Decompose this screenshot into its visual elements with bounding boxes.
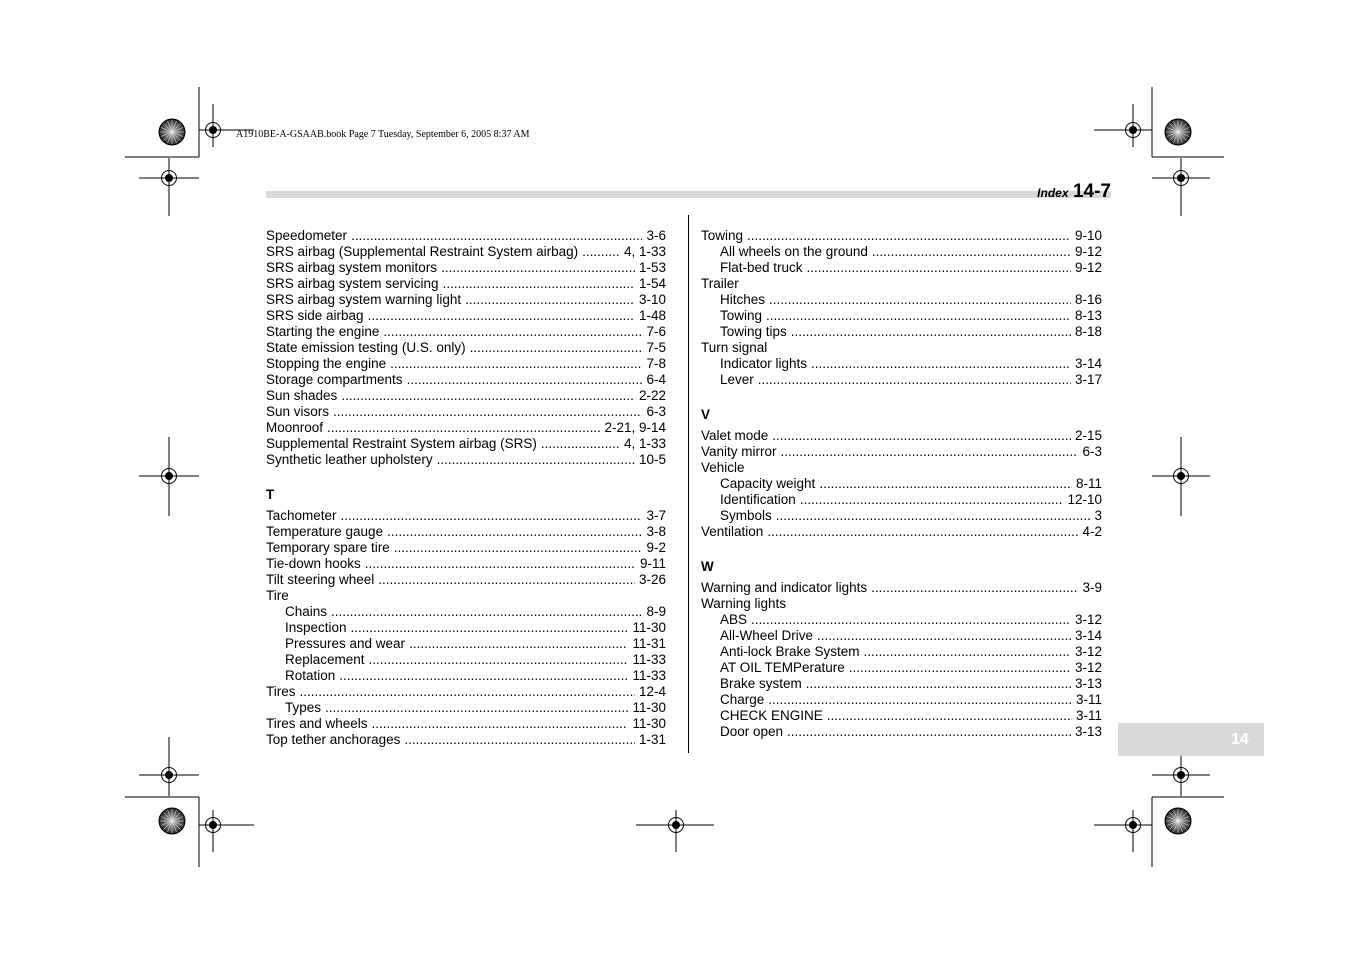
dot-leader bbox=[582, 244, 620, 260]
dot-leader bbox=[465, 292, 635, 308]
dot-leader bbox=[351, 228, 642, 244]
index-term: Tilt steering wheel bbox=[266, 572, 375, 587]
spacer bbox=[701, 388, 1102, 407]
index-subentry bbox=[701, 708, 1102, 724]
page-reference: 3-12 bbox=[1074, 612, 1102, 627]
index-term: Flat-bed truck bbox=[720, 260, 803, 275]
index-subentry bbox=[266, 604, 666, 620]
chapter-tab-number: 14 bbox=[1231, 731, 1249, 748]
page-reference: 1-53 bbox=[638, 260, 666, 275]
page-reference: 11-30 bbox=[632, 700, 666, 715]
index-term: All wheels on the ground bbox=[720, 244, 868, 259]
index-entry bbox=[266, 244, 666, 260]
dot-leader bbox=[769, 292, 1071, 308]
page-reference: 3-17 bbox=[1074, 372, 1102, 387]
index-term: Tires bbox=[266, 684, 296, 699]
dot-leader bbox=[333, 404, 642, 420]
index-entry bbox=[701, 428, 1102, 444]
page-reference: 11-33 bbox=[632, 668, 666, 683]
dot-leader bbox=[443, 276, 635, 292]
index-subentry bbox=[701, 476, 1102, 492]
page-reference: 3-14 bbox=[1074, 628, 1102, 643]
index-term: Synthetic leather upholstery bbox=[266, 452, 433, 467]
dot-leader bbox=[368, 308, 635, 324]
page-reference: 1-48 bbox=[638, 308, 666, 323]
index-entry bbox=[266, 372, 666, 388]
index-entry bbox=[266, 404, 666, 420]
index-term: Trailer bbox=[701, 276, 739, 291]
index-entry bbox=[266, 260, 666, 276]
index-term: Moonroof bbox=[266, 420, 324, 435]
index-term: SRS airbag (Supplemental Restraint System airbag) bbox=[266, 244, 579, 259]
index-term: Supplemental Restraint System airbag (SRS) bbox=[266, 436, 537, 451]
dot-leader bbox=[404, 732, 635, 748]
page-reference: 4-2 bbox=[1082, 524, 1102, 539]
index-term: Tire bbox=[266, 588, 289, 603]
page-reference: 3-10 bbox=[638, 292, 666, 307]
index-term: Warning lights bbox=[701, 596, 787, 611]
page-reference: 4, 1-33 bbox=[623, 436, 666, 451]
dot-leader bbox=[387, 524, 642, 540]
index-group-label bbox=[701, 460, 1102, 476]
page-reference: 4, 1-33 bbox=[623, 244, 666, 259]
index-entry bbox=[266, 716, 666, 732]
index-term: Anti-lock Brake System bbox=[720, 644, 860, 659]
index-subentry bbox=[701, 508, 1102, 524]
index-entry bbox=[701, 580, 1102, 596]
index-subentry bbox=[701, 356, 1102, 372]
dot-leader bbox=[751, 612, 1071, 628]
dot-leader bbox=[383, 324, 642, 340]
index-subentry bbox=[266, 636, 666, 652]
index-entry bbox=[701, 524, 1102, 540]
dot-leader bbox=[849, 660, 1071, 676]
dot-leader bbox=[787, 724, 1071, 740]
index-subentry bbox=[701, 260, 1102, 276]
index-term: Temperature gauge bbox=[266, 524, 384, 539]
dot-leader bbox=[871, 580, 1078, 596]
page-reference: 3-6 bbox=[646, 228, 666, 243]
index-subentry bbox=[266, 700, 666, 716]
dot-leader bbox=[300, 684, 635, 700]
dot-leader bbox=[806, 676, 1071, 692]
index-entry bbox=[266, 420, 666, 436]
index-group-label bbox=[701, 340, 1102, 356]
index-group-label bbox=[266, 588, 666, 604]
index-entry bbox=[266, 684, 666, 700]
page-reference: 3-26 bbox=[638, 572, 666, 587]
section-label: Index bbox=[1037, 186, 1069, 200]
index-term: Brake system bbox=[720, 676, 802, 691]
page-reference: 12-4 bbox=[638, 684, 666, 699]
index-term: Tie-down hooks bbox=[266, 556, 361, 571]
index-term: Types bbox=[285, 700, 322, 715]
index-term: Pressures and wear bbox=[285, 636, 406, 651]
index-term: Starting the engine bbox=[266, 324, 380, 339]
dot-leader bbox=[807, 260, 1071, 276]
index-subentry bbox=[701, 660, 1102, 676]
index-term: Turn signal bbox=[701, 340, 768, 355]
index-subentry bbox=[701, 308, 1102, 324]
page-reference: 7-5 bbox=[646, 340, 666, 355]
dot-leader bbox=[351, 620, 629, 636]
page-reference: 3-11 bbox=[1075, 708, 1102, 723]
index-term: SRS airbag system monitors bbox=[266, 260, 438, 275]
dot-leader bbox=[791, 324, 1071, 340]
index-subentry bbox=[701, 644, 1102, 660]
dot-leader bbox=[409, 636, 628, 652]
page-reference: 11-33 bbox=[632, 652, 666, 667]
dot-leader bbox=[372, 716, 629, 732]
page-reference: 12-10 bbox=[1067, 492, 1102, 507]
index-subentry bbox=[701, 324, 1102, 340]
page-reference: 3-14 bbox=[1074, 356, 1102, 371]
dot-leader bbox=[339, 668, 628, 684]
dot-leader bbox=[776, 508, 1091, 524]
index-term: Warning and indicator lights bbox=[701, 580, 868, 595]
index-subentry bbox=[266, 652, 666, 668]
index-entry bbox=[266, 436, 666, 452]
index-term: Valet mode bbox=[701, 428, 769, 443]
index-subentry bbox=[701, 628, 1102, 644]
column-divider bbox=[688, 215, 689, 753]
book-file-header: A1910BE-A-GSAAB.book Page 7 Tuesday, September 6, 2005 8:37 AM bbox=[236, 129, 530, 140]
index-term: Top tether anchorages bbox=[266, 732, 401, 747]
index-column-left bbox=[266, 228, 666, 748]
index-subentry bbox=[701, 724, 1102, 740]
index-column-right bbox=[701, 228, 1102, 740]
page-reference: 9-11 bbox=[639, 556, 666, 571]
page-reference: 11-30 bbox=[632, 716, 666, 731]
index-term: Vanity mirror bbox=[701, 444, 777, 459]
index-term: Chains bbox=[285, 604, 328, 619]
index-term: Vehicle bbox=[701, 460, 745, 475]
page-reference: 3-11 bbox=[1075, 692, 1102, 707]
index-group-label bbox=[701, 596, 1102, 612]
index-letter-heading: V bbox=[701, 407, 711, 422]
dot-leader bbox=[378, 572, 635, 588]
index-entry bbox=[266, 292, 666, 308]
index-entry bbox=[266, 452, 666, 468]
index-term: Identification bbox=[720, 492, 796, 507]
page-reference: 3-12 bbox=[1074, 644, 1102, 659]
index-entry bbox=[701, 228, 1102, 244]
page-reference: 7-6 bbox=[646, 324, 666, 339]
index-subentry bbox=[701, 372, 1102, 388]
index-subentry bbox=[701, 676, 1102, 692]
index-letter-heading: W bbox=[701, 559, 714, 574]
index-term: Ventilation bbox=[701, 524, 764, 539]
index-term: Lever bbox=[720, 372, 754, 387]
index-term: Inspection bbox=[285, 620, 347, 635]
dot-leader bbox=[394, 540, 643, 556]
dot-leader bbox=[747, 228, 1071, 244]
page-reference: 2-22 bbox=[638, 388, 666, 403]
index-term: Towing tips bbox=[720, 324, 787, 339]
index-entry bbox=[266, 508, 666, 524]
index-entry bbox=[266, 556, 666, 572]
page-reference: 3-8 bbox=[646, 524, 666, 539]
page-reference: 8-9 bbox=[646, 604, 666, 619]
index-subentry bbox=[701, 244, 1102, 260]
dot-leader bbox=[766, 308, 1071, 324]
index-term: CHECK ENGINE bbox=[720, 708, 823, 723]
index-term: Towing bbox=[720, 308, 763, 323]
index-letter-heading: T bbox=[266, 487, 275, 502]
page-reference: 1-54 bbox=[638, 276, 666, 291]
dot-leader bbox=[781, 444, 1079, 460]
index-entry bbox=[266, 356, 666, 372]
page-reference: 9-10 bbox=[1074, 228, 1102, 243]
index-term: ABS bbox=[720, 612, 748, 627]
dot-leader bbox=[758, 372, 1071, 388]
page-reference: 3-12 bbox=[1074, 660, 1102, 675]
page-reference: 11-31 bbox=[632, 636, 666, 651]
dot-leader bbox=[470, 340, 643, 356]
dot-leader bbox=[768, 692, 1072, 708]
dot-leader bbox=[819, 476, 1072, 492]
dot-leader bbox=[390, 356, 642, 372]
spacer bbox=[701, 540, 1102, 559]
index-term: Storage compartments bbox=[266, 372, 403, 387]
page-reference: 3-13 bbox=[1074, 724, 1102, 739]
index-term: Speedometer bbox=[266, 228, 348, 243]
page-reference: 6-3 bbox=[1082, 444, 1102, 459]
index-term: Tires and wheels bbox=[266, 716, 368, 731]
page-reference: 9-2 bbox=[646, 540, 666, 555]
index-term: SRS side airbag bbox=[266, 308, 364, 323]
page-reference: 6-4 bbox=[646, 372, 666, 387]
page-reference: 8-13 bbox=[1074, 308, 1102, 323]
index-term: Sun shades bbox=[266, 388, 338, 403]
spacer bbox=[266, 468, 666, 487]
index-entry bbox=[266, 572, 666, 588]
index-term: Symbols bbox=[720, 508, 772, 523]
index-subentry bbox=[266, 620, 666, 636]
index-entry bbox=[266, 324, 666, 340]
index-term: Sun visors bbox=[266, 404, 330, 419]
dot-leader bbox=[817, 628, 1071, 644]
dot-leader bbox=[864, 644, 1071, 660]
index-entry bbox=[701, 444, 1102, 460]
dot-leader bbox=[369, 652, 629, 668]
index-term: All-Wheel Drive bbox=[720, 628, 814, 643]
index-entry bbox=[266, 276, 666, 292]
page-header bbox=[1037, 181, 1111, 203]
index-term: Capacity weight bbox=[720, 476, 816, 491]
dot-leader bbox=[811, 356, 1071, 372]
dot-leader bbox=[327, 420, 600, 436]
index-term: SRS airbag system servicing bbox=[266, 276, 439, 291]
page-reference: 8-18 bbox=[1074, 324, 1102, 339]
index-entry bbox=[266, 732, 666, 748]
index-subentry bbox=[701, 492, 1102, 508]
dot-leader bbox=[541, 436, 620, 452]
index-entry bbox=[266, 228, 666, 244]
dot-leader bbox=[767, 524, 1078, 540]
index-subentry bbox=[701, 612, 1102, 628]
dot-leader bbox=[437, 452, 635, 468]
page-reference: 1-31 bbox=[638, 732, 666, 747]
index-term: Replacement bbox=[285, 652, 365, 667]
page-reference: 2-21, 9-14 bbox=[604, 420, 666, 435]
index-entry bbox=[266, 388, 666, 404]
index-term: Stopping the engine bbox=[266, 356, 387, 371]
index-term: Charge bbox=[720, 692, 765, 707]
dot-leader bbox=[800, 492, 1064, 508]
index-term: Door open bbox=[720, 724, 784, 739]
index-term: Indicator lights bbox=[720, 356, 808, 371]
page-number: 14-7 bbox=[1072, 181, 1111, 202]
page-reference: 3-7 bbox=[646, 508, 666, 523]
dot-leader bbox=[365, 556, 636, 572]
page-reference: 9-12 bbox=[1074, 260, 1102, 275]
dot-leader bbox=[331, 604, 642, 620]
dot-leader bbox=[441, 260, 635, 276]
index-term: SRS airbag system warning light bbox=[266, 292, 462, 307]
dot-leader bbox=[772, 428, 1071, 444]
page-reference: 11-30 bbox=[632, 620, 666, 635]
index-term: Rotation bbox=[285, 668, 336, 683]
index-entry bbox=[266, 308, 666, 324]
index-term: Tachometer bbox=[266, 508, 337, 523]
index-entry bbox=[266, 340, 666, 356]
index-subentry bbox=[701, 292, 1102, 308]
page-reference: 3-9 bbox=[1082, 580, 1102, 595]
chapter-tab bbox=[1118, 723, 1264, 756]
index-group-label bbox=[701, 276, 1102, 292]
header-rule bbox=[266, 191, 1111, 198]
page-reference: 10-5 bbox=[638, 452, 666, 467]
dot-leader bbox=[341, 388, 635, 404]
page-reference: 6-3 bbox=[646, 404, 666, 419]
index-term: Towing bbox=[701, 228, 744, 243]
dot-leader bbox=[827, 708, 1072, 724]
index-entry bbox=[266, 524, 666, 540]
page-reference: 9-12 bbox=[1074, 244, 1102, 259]
index-term: Temporary spare tire bbox=[266, 540, 390, 555]
index-subentry bbox=[266, 668, 666, 684]
dot-leader bbox=[325, 700, 628, 716]
index-term: State emission testing (U.S. only) bbox=[266, 340, 466, 355]
dot-leader bbox=[872, 244, 1071, 260]
dot-leader bbox=[407, 372, 643, 388]
index-term: AT OIL TEMPerature bbox=[720, 660, 845, 675]
page-reference: 3-13 bbox=[1074, 676, 1102, 691]
page-reference: 3 bbox=[1094, 508, 1102, 523]
dot-leader bbox=[341, 508, 643, 524]
page-reference: 7-8 bbox=[646, 356, 666, 371]
page-reference: 2-15 bbox=[1074, 428, 1102, 443]
page-reference: 8-16 bbox=[1074, 292, 1102, 307]
index-subentry bbox=[701, 692, 1102, 708]
index-entry bbox=[266, 540, 666, 556]
page-reference: 8-11 bbox=[1075, 476, 1102, 491]
index-term: Hitches bbox=[720, 292, 766, 307]
